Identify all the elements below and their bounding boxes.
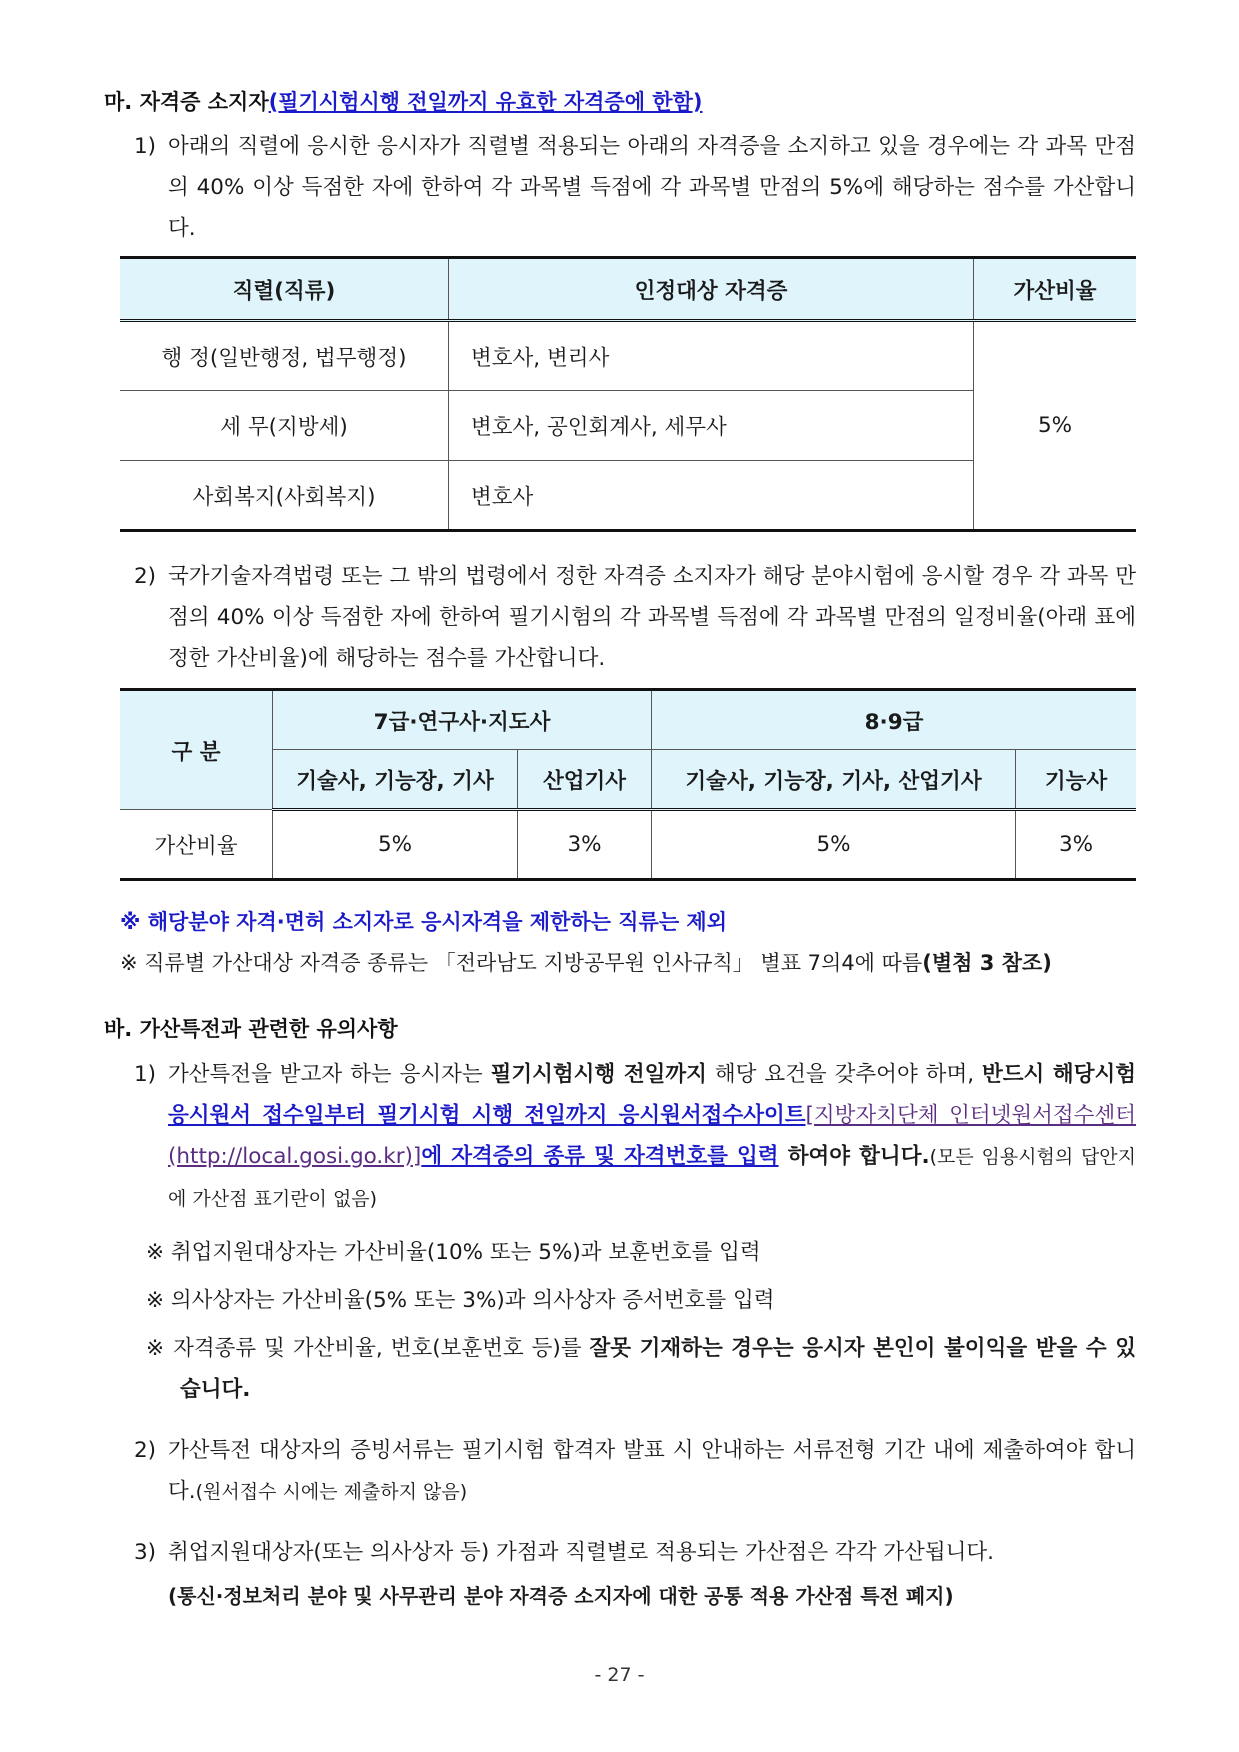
table1-cell-cert: 변호사, 공인회계사, 세무사 [449, 391, 974, 461]
ba-item-1-input-instruction: 에 자격증의 종류 및 자격번호를 입력 [421, 1144, 779, 1169]
section-heading-ma [104, 86, 702, 116]
note-excluded: ※ 해당분야 자격·면허 소지자로 응시자격을 제한하는 직류는 제외 [120, 910, 728, 934]
section-heading-ba: 바. 가산특전과 관련한 유의사항 [104, 1017, 398, 1041]
subnote-warning [146, 1328, 1136, 1410]
ba-item-1-text: 가산특전을 받고자 하는 응시자는 [168, 1062, 491, 1087]
table2-row-label: 가산비율 [120, 810, 273, 880]
table1-cell-rate: 5% [974, 321, 1137, 531]
bonus-rate-table [120, 688, 1136, 881]
item-1-paragraph [134, 126, 1136, 249]
table1-header-rate: 가산비율 [974, 258, 1137, 321]
ba-item-1-bold-deadline: 필기시험시행 전일까지 [490, 1062, 707, 1087]
subnote-righteous: ※ 의사상자는 가산비율(5% 또는 3%)과 의사상자 증서번호를 입력 [146, 1288, 775, 1313]
ba-item-1-number: 1) [134, 1062, 157, 1087]
table-row [120, 810, 1136, 880]
table1-cell-cert: 변호사, 변리사 [449, 321, 974, 391]
section-heading-ma-prefix: 마. 자격증 소지자 [104, 90, 269, 114]
section-heading-ma-highlight: (필기시험시행 전일까지 유효한 자격증에 한함) [268, 90, 703, 114]
table-row [120, 321, 1136, 391]
table1-cell-series: 세 무(지방세) [120, 391, 449, 461]
table2-group-7: 7급·연구사·지도사 [273, 690, 652, 750]
ba-item-2-paragraph [134, 1430, 1136, 1513]
table2-sub-4: 기능사 [1016, 750, 1137, 810]
table2-group-89: 8·9급 [652, 690, 1137, 750]
table1-header-cert: 인정대상 자격증 [449, 258, 974, 321]
ba-item-1-period: 응시원서 접수일부터 필기시험 시행 전일까지 응시원서접수사이트 [168, 1103, 806, 1128]
table2-value: 5% [652, 810, 1016, 880]
certificate-table [120, 256, 1136, 532]
table2-sub-3: 기술사, 기능장, 기사, 산업기사 [652, 750, 1016, 810]
item-1-text: 아래의 직렬에 응시한 응시자가 직렬별 적용되는 아래의 자격증을 소지하고 있을 경우에는 각 과목 만점의 40% 이상 득점한 자에 한하여 각 과목별 득점에 각 과목별 만점의 5%에 해당하는 점수를 가산합니다. [168, 134, 1136, 241]
table2-value: 3% [1016, 810, 1137, 880]
item-2-paragraph [134, 556, 1136, 679]
table1-cell-series: 행 정(일반행정, 법무행정) [120, 321, 449, 391]
ba-item-1-text-2: 해당 요건을 갖추어야 하며, [706, 1062, 983, 1087]
item-2-number: 2) [134, 564, 157, 589]
ba-item-1-paren: (모든 임용시험의 답안지에 가산점 표기란이 없음) [168, 1146, 1136, 1210]
ba-item-1-bold-end: 하여야 합니다. [778, 1144, 930, 1169]
item-1-number: 1) [134, 134, 157, 159]
table2-corner: 구 분 [120, 690, 273, 810]
table2-value: 5% [273, 810, 518, 880]
table2-sub-1: 기술사, 기능장, 기사 [273, 750, 518, 810]
table2-sub-2: 산업기사 [518, 750, 652, 810]
note-reference-text: ※ 직류별 가산대상 자격증 종류는 「전라남도 지방공무원 인사규칙」 별표 7의4에 따름 [120, 951, 923, 975]
subnote-warning-bold: 잘못 기재하는 경우는 응시자 본인이 불이익을 받을 수 있습니다. [180, 1336, 1136, 1402]
ba-item-2-paren: (원서접수 시에는 제출하지 않음) [195, 1481, 468, 1503]
table1-header-series: 직렬(직류) [120, 258, 449, 321]
table1-cell-cert: 변호사 [449, 461, 974, 531]
ba-item-3-bold-note: (통신·정보처리 분야 및 사무관리 분야 자격증 소지자에 대한 공통 적용 가산점 특전 폐지) [168, 1584, 954, 1608]
ba-item-2-text: 가산특전 대상자의 증빙서류는 필기시험 합격자 발표 시 안내하는 서류전형 기간 내에 제출하여야 합니다. [168, 1438, 1136, 1504]
subnote-warning-text: ※ 자격종류 및 가산비율, 번호(보훈번호 등)를 [146, 1336, 590, 1361]
ba-item-1-bold-must: 반드시 해당시험 [982, 1062, 1137, 1087]
ba-item-1-paragraph [134, 1054, 1136, 1220]
local-gosi-link[interactable]: [지방자치단체 인터넷원서접수센터(http://local.gosi.go.kr)] [168, 1103, 1136, 1169]
ba-item-3-number: 3) [134, 1540, 157, 1565]
ba-item-3-paragraph [134, 1532, 1136, 1573]
note-reference [120, 947, 1052, 977]
note-reference-bold: (별첨 3 참조) [922, 951, 1052, 975]
item-2-text: 국가기술자격법령 또는 그 밖의 법령에서 정한 자격증 소지자가 해당 분야시험에 응시할 경우 각 과목 만점의 40% 이상 득점한 자에 한하여 필기시험의 각 과목별 득점에 각 과목별 만점의 일정비율(아래 표에 정한 가산비율)에 해당하는 점수를 가산합니다. [168, 564, 1136, 671]
table2-value: 3% [518, 810, 652, 880]
ba-item-3-text: 취업지원대상자(또는 의사상자 등) 가점과 직렬별로 적용되는 가산점은 각각 가산됩니다. [168, 1540, 994, 1565]
table1-cell-series: 사회복지(사회복지) [120, 461, 449, 531]
subnote-veterans: ※ 취업지원대상자는 가산비율(10% 또는 5%)과 보훈번호를 입력 [146, 1240, 761, 1265]
ba-item-2-number: 2) [134, 1438, 157, 1463]
page-number: - 27 - [594, 1664, 645, 1686]
